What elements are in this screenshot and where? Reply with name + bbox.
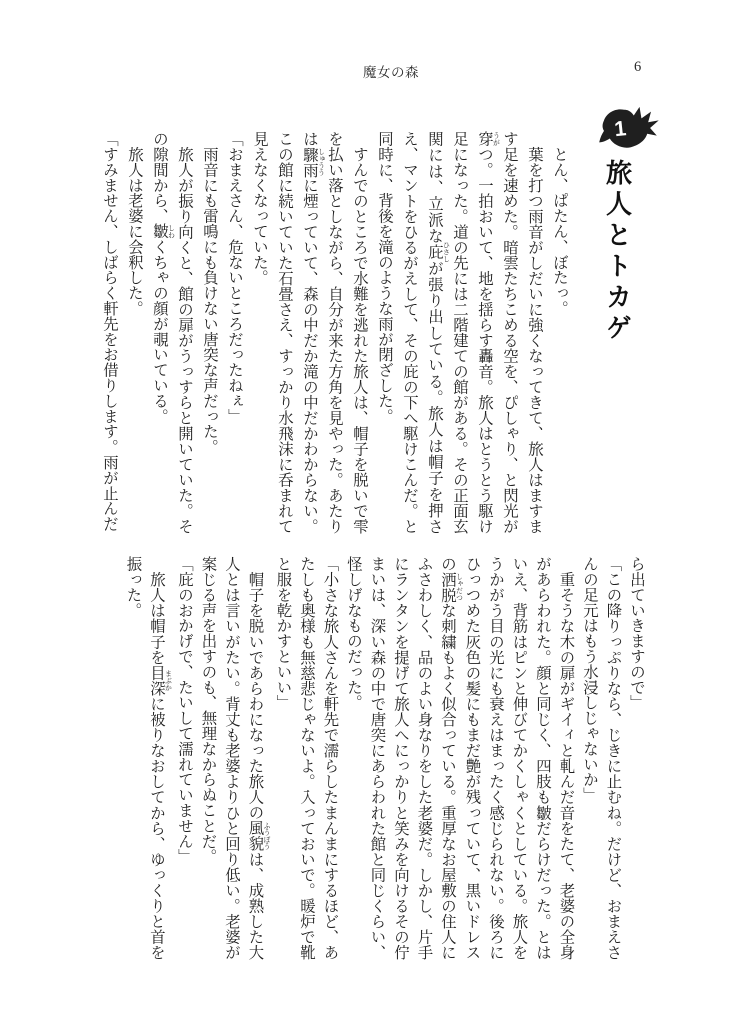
paragraph: 「おまえさん、危ないところだったねぇ」	[226, 131, 243, 424]
paragraph: すんでのところで水難を逃れた旅人は、帽子を脱いで雫を払い落としながら、自分が来た方角を見やった。あたりは驟雨 しゅううに煙っていて、森の中だか滝の中だかわからない。この館に続いていた石畳さえ、すっかり水飛沫に呑まれて見えなくなっていた。	[251, 131, 368, 534]
paragraph: 「この降りっぷりなら、じきに止むね。だけど、おまえさんの足元はもう水浸しじゃないか」	[581, 556, 622, 960]
paragraph: ら出ていきますので」	[628, 556, 645, 710]
paragraph: 旅人は老婆に会釈した。	[126, 131, 143, 316]
chapter-title: 旅人とトカゲ	[602, 159, 633, 345]
chapter-heading	[596, 104, 660, 345]
paragraph: 「小さな旅人さんを軒先で濡らしたまんまにするほど、あたしも奥様も無慈悲じゃないよ。入っておいで。暖炉で靴と服を乾かすといい」	[274, 556, 339, 960]
paragraph: 「庇のおかげで、たいして濡れていません」	[176, 556, 193, 864]
chapter-number: 1	[613, 117, 628, 142]
paragraph: 旅人が振り向くと、館の扉がうっすらと開いていた。その隙間から、皺 しわくちゃの顔が覗いている。	[151, 131, 193, 534]
paragraph: 帽子を脱いであらわになった旅人の風貌 ふうぼうは、成熟した大人とは言いがたい。背丈も老婆よりひと回り低い。老婆が案じる声を出すのも、無理なからぬことだ。	[199, 556, 271, 960]
paragraph: 葉を打つ雨音がしだいに強くなってきて、旅人はますます足を速めた。暗雲たちこめる空を、ぴしゃり、と閃光が穿 うがつ。一拍おいて、地を揺らす轟音。旅人はとうとう駆け足になった。道の先には二階建ての館がある。その正面玄関には、立派な庇 ひさしが張り出している。旅人は帽子を押さえ、マントをひるがえして、その庇の下へ駆けこんだ。と同時に、背後を滝のような雨が閉ざした。	[376, 131, 543, 535]
winged-lizard-icon	[597, 104, 659, 152]
paragraph: 「すみません、しばらく軒先をお借りします。雨が止んだ	[101, 131, 118, 532]
paragraph: 旅人は帽子を目深 まぶかに被りなおしてから、ゆっくりと首を振った。	[124, 556, 173, 960]
page-number: 6	[634, 59, 642, 75]
paragraph: 重そうな木の扉がギイィと軋んだ音をたて、老婆の全身があらわれた。顔と同じく、四肢も皺だらけだった。とはいえ、背筋はピンと伸びてかくしゃくとしている。旅人をうかがう目の光にも衰えはまったく感じられない。後ろにひっつめた灰色の髪にもまだ艶が残っていて、黒いドレスの洒脱 しゃだつな刺繍もよく似合っている。重厚なお屋敷の住人にふさわしく、品のよい身なりをした老婆だ。しかし、片手にランタンを提げて旅人へにっかりと笑みを向けるその佇まいは、深い森の中で唐突にあらわれた館と同じくらい、怪しげなものだった。	[345, 556, 575, 960]
paragraph: 雨音にも雷鳴にも負けない唐突な声だった。	[201, 131, 218, 455]
text-block-upper	[97, 131, 572, 534]
paragraph: とん、ぱたん、ぼたっ。	[551, 131, 568, 316]
running-title: 魔女の森	[363, 65, 419, 80]
text-block-lower	[121, 556, 648, 960]
